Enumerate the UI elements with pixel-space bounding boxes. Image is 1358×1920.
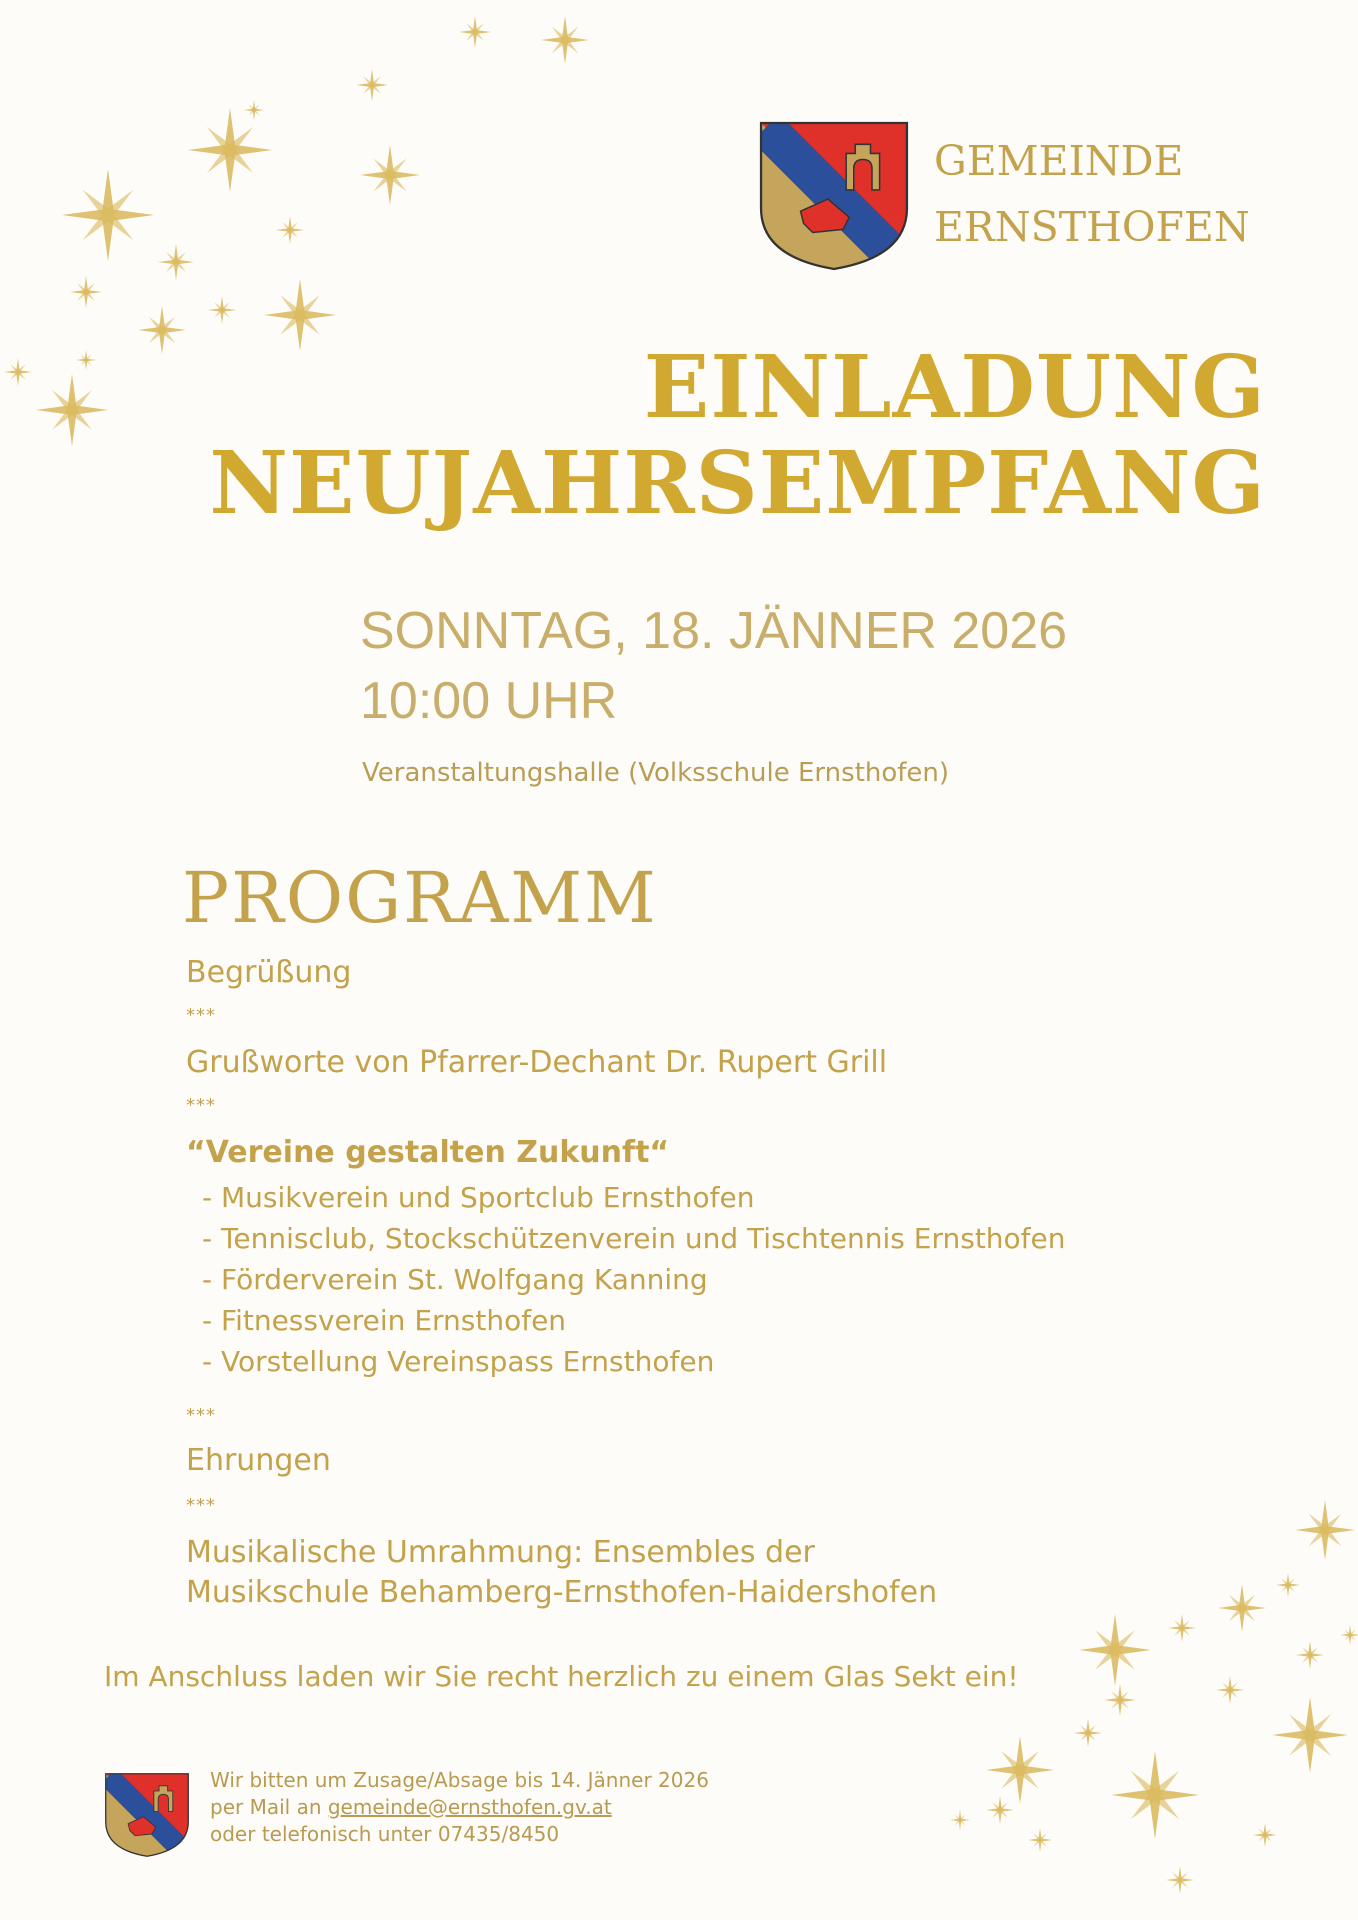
program-subitem: - Vorstellung Vereinspass Ernsthofen — [202, 1345, 715, 1378]
sparkle-star — [1272, 1697, 1348, 1773]
sparkle-star — [1074, 1719, 1102, 1747]
event-date: SONNTAG, 18. JÄNNER 2026 — [360, 602, 1068, 660]
municipality-name-line2: ERNSTHOFEN — [934, 203, 1250, 251]
sparkle-star — [208, 296, 236, 324]
sparkle-star — [76, 350, 96, 370]
sparkle-star — [4, 358, 32, 386]
sparkle-star — [541, 16, 589, 64]
sparkle-star — [276, 216, 304, 244]
sparkle-star — [356, 69, 388, 101]
program-separator: *** — [186, 1495, 216, 1516]
sparkle-star — [1340, 1625, 1358, 1645]
program-subitem: - Fitnessverein Ernsthofen — [202, 1304, 567, 1337]
sparkle-star — [1216, 1676, 1244, 1704]
program-separator: *** — [186, 1095, 216, 1116]
sparkle-star — [1218, 1584, 1266, 1632]
sparkle-star — [188, 108, 272, 192]
municipality-name — [934, 128, 1250, 260]
title-line2: NEUJAHRSEMPFANG — [209, 433, 1266, 534]
rsvp-email-line — [210, 1794, 709, 1821]
sparkle-star — [1111, 1751, 1199, 1839]
program-subitem: - Musikverein und Sportclub Ernsthofen — [202, 1181, 755, 1214]
program-item-greetings: Grußworte von Pfarrer-Dechant Dr. Rupert Grill — [186, 1045, 888, 1080]
sparkle-star — [36, 374, 108, 446]
sparkle-star — [1104, 1684, 1136, 1716]
sparkle-star — [70, 276, 102, 308]
sparkle-star — [950, 1810, 970, 1830]
event-datetime — [360, 596, 1067, 736]
event-venue: Veranstaltungshalle (Volksschule Ernsthofen) — [362, 758, 950, 788]
program-separator: *** — [186, 1405, 216, 1426]
invitation-title — [209, 337, 1266, 534]
sparkle-star — [1276, 1573, 1300, 1597]
sparkle-star — [986, 1736, 1054, 1804]
rsvp-info — [210, 1767, 709, 1848]
rsvp-email-prefix: per Mail an — [210, 1795, 328, 1819]
sparkle-star — [1166, 1866, 1194, 1894]
rsvp-deadline: Wir bitten um Zusage/Absage bis 14. Jänner 2026 — [210, 1768, 709, 1792]
sparkle-star — [1295, 1500, 1355, 1560]
sparkle-star — [1253, 1823, 1277, 1847]
program-item-music-line1: Musikalische Umrahmung: Ensembles der — [186, 1535, 815, 1570]
rsvp-phone: oder telefonisch unter 07435/8450 — [210, 1822, 560, 1846]
sparkle-star — [360, 145, 420, 205]
sparkle-star — [459, 16, 491, 48]
sparkle-star — [1079, 1614, 1151, 1686]
event-time: 10:00 UHR — [360, 672, 618, 730]
sparkle-star — [986, 1796, 1014, 1824]
program-item-clubs-title: “Vereine gestalten Zukunft“ — [186, 1135, 670, 1170]
sparkle-star — [1296, 1641, 1324, 1669]
sparkle-star — [244, 100, 264, 120]
sparkle-star — [1028, 1828, 1052, 1852]
program-item-welcome: Begrüßung — [186, 955, 352, 990]
sparkle-star — [138, 306, 186, 354]
sparkle-star — [158, 244, 194, 280]
sparkle-star — [1168, 1614, 1196, 1642]
program-separator: *** — [186, 1005, 216, 1026]
municipality-crest-icon — [758, 118, 910, 274]
title-line1: EINLADUNG — [643, 337, 1266, 438]
program-item-music-line2: Musikschule Behamberg-Ernsthofen-Haidershofen — [186, 1575, 938, 1610]
program-subitem: - Tennisclub, Stockschützenverein und Tischtennis Ernsthofen — [202, 1222, 1066, 1255]
program-heading: PROGRAMM — [182, 857, 658, 939]
municipality-crest-small-icon — [104, 1770, 190, 1860]
program-item-honors: Ehrungen — [186, 1443, 331, 1478]
sparkle-star — [62, 169, 154, 261]
program-subitem: - Förderverein St. Wolfgang Kanning — [202, 1263, 708, 1296]
municipality-name-line1: GEMEINDE — [934, 137, 1184, 185]
rsvp-email-link[interactable]: gemeinde@ernsthofen.gv.at — [327, 1795, 612, 1819]
closing-text: Im Anschluss laden wir Sie recht herzlich zu einem Glas Sekt ein! — [104, 1660, 1019, 1693]
